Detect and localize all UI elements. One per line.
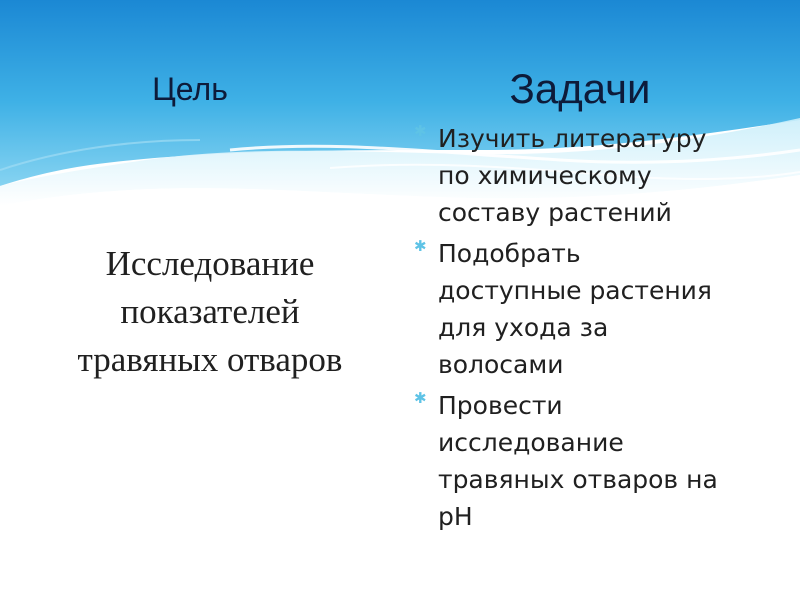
- task-line: Изучить литературу: [438, 124, 707, 153]
- asterisk-icon: ✱: [414, 237, 427, 255]
- goal-text-line: Исследование: [105, 244, 315, 283]
- task-line: по химическому: [438, 161, 652, 190]
- task-line: Провести: [438, 391, 563, 420]
- task-line: волосами: [438, 350, 564, 379]
- task-item: [410, 387, 740, 535]
- task-item: [410, 120, 740, 231]
- task-item: [410, 235, 740, 383]
- goal-text-line: показателей: [120, 292, 300, 331]
- task-line: доступные растения: [438, 276, 712, 305]
- tasks-list: [410, 120, 740, 539]
- asterisk-icon: ✱: [414, 122, 427, 140]
- tasks-heading: Задачи: [509, 65, 651, 112]
- task-line: Подобрать: [438, 239, 581, 268]
- task-line: травяных отваров на: [438, 465, 718, 494]
- task-line: для ухода за: [438, 313, 609, 342]
- task-line: pH: [438, 502, 473, 531]
- task-line: исследование: [438, 428, 624, 457]
- asterisk-icon: ✱: [414, 389, 427, 407]
- goal-text: [40, 240, 380, 384]
- goal-heading: Цель: [152, 71, 228, 107]
- goal-text-line: травяных отваров: [77, 340, 343, 379]
- task-line: составу растений: [438, 198, 672, 227]
